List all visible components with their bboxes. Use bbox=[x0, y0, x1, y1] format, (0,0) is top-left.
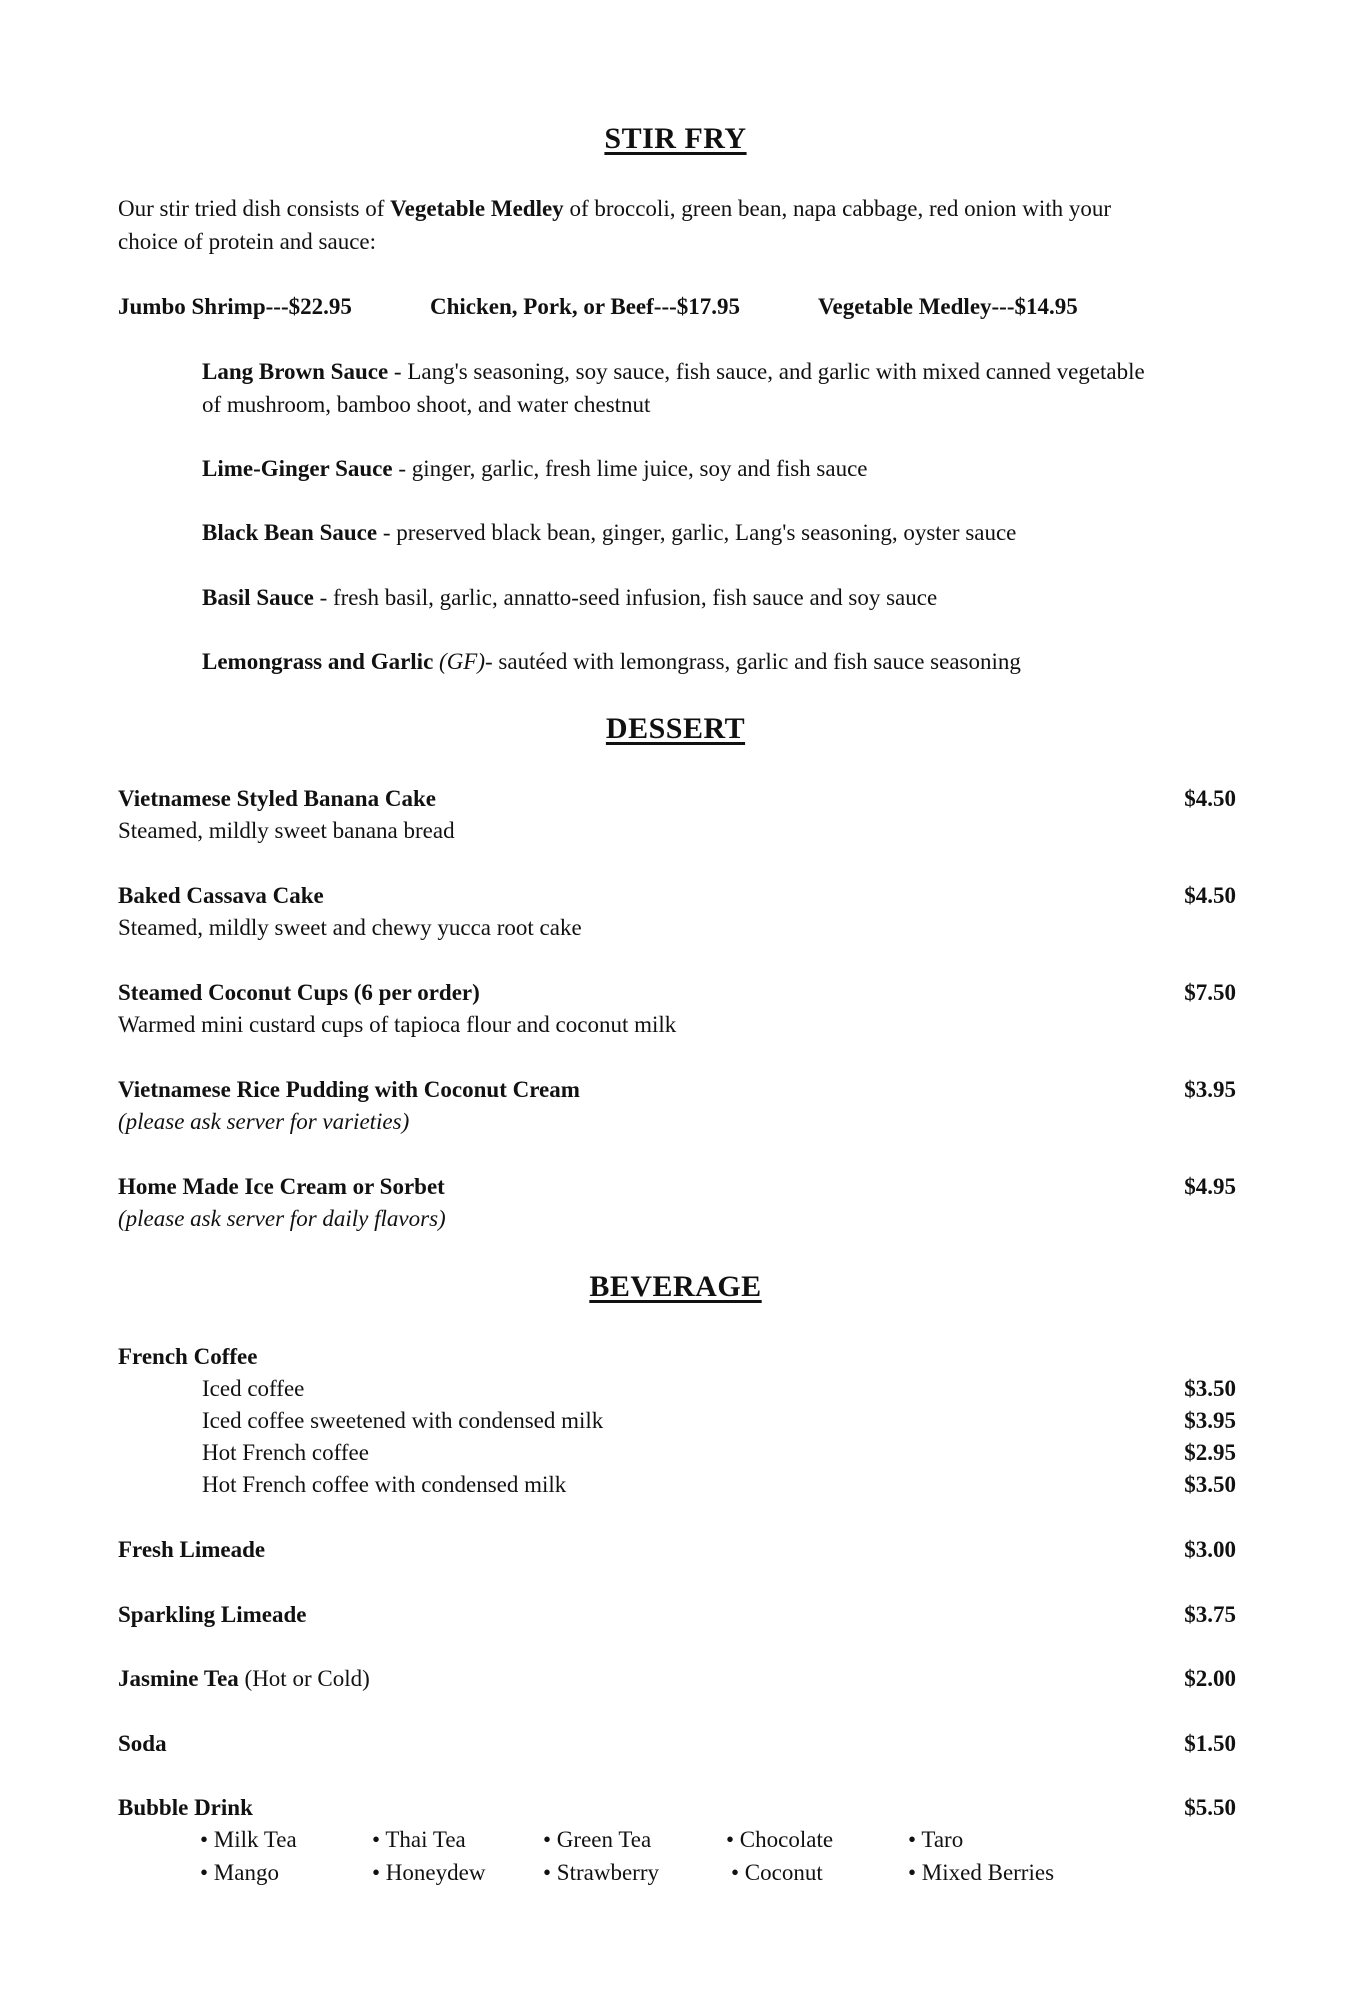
coffee-item-name: Hot French coffee bbox=[202, 1440, 369, 1465]
stir-fry-heading: STIR FRY bbox=[604, 122, 747, 155]
dessert-item-name: Home Made Ice Cream or Sorbet bbox=[118, 1174, 445, 1199]
dessert-item-price: $4.95 bbox=[1184, 1174, 1236, 1199]
protein-shrimp: Jumbo Shrimp---$22.95 bbox=[118, 294, 352, 319]
intro-text-pre: Our stir tried dish consists of bbox=[118, 196, 391, 221]
soda-price: $1.50 bbox=[1184, 1731, 1236, 1756]
sauce-name: Lang Brown Sauce bbox=[202, 359, 389, 384]
protein-chicken-pork-beef: Chicken, Pork, or Beef---$17.95 bbox=[430, 294, 741, 319]
dessert-item-desc: Warmed mini custard cups of tapioca flour and coconut milk bbox=[118, 1012, 677, 1037]
bubble-flavor: • Mango bbox=[200, 1860, 279, 1885]
coffee-item-name: Hot French coffee with condensed milk bbox=[202, 1472, 567, 1497]
bubble-flavor: • Chocolate bbox=[726, 1827, 834, 1852]
sparkling-limeade-name: Sparkling Limeade bbox=[118, 1602, 307, 1627]
coffee-item-price: $3.95 bbox=[1184, 1408, 1236, 1433]
bubble-flavor: • Coconut bbox=[731, 1860, 823, 1885]
bubble-flavor: • Honeydew bbox=[372, 1860, 486, 1885]
soda-name: Soda bbox=[118, 1731, 167, 1756]
coffee-item-price: $3.50 bbox=[1184, 1376, 1236, 1401]
dessert-item-price: $4.50 bbox=[1184, 786, 1236, 811]
sauce-basil bbox=[202, 581, 1162, 614]
bubble-flavor: • Taro bbox=[908, 1827, 964, 1852]
sauce-desc: - ginger, garlic, fresh lime juice, soy and fish sauce bbox=[392, 456, 868, 481]
bubble-flavor: • Thai Tea bbox=[372, 1827, 466, 1852]
sauce-desc: - preserved black bean, ginger, garlic, Lang's seasoning, oyster sauce bbox=[377, 520, 1017, 545]
sauce-name: Lemongrass and Garlic bbox=[202, 649, 434, 674]
sauce-lang-brown bbox=[202, 355, 1162, 421]
dessert-item-name: Vietnamese Styled Banana Cake bbox=[118, 786, 436, 811]
sauce-desc: - fresh basil, garlic, annatto-seed infusion, fish sauce and soy sauce bbox=[313, 585, 938, 610]
bubble-flavor: • Milk Tea bbox=[200, 1827, 297, 1852]
bubble-drink-price: $5.50 bbox=[1184, 1795, 1236, 1820]
dessert-item-name: Steamed Coconut Cups (6 per order) bbox=[118, 980, 480, 1005]
bubble-drink-name: Bubble Drink bbox=[118, 1795, 253, 1820]
jasmine-tea-note: (Hot or Cold) bbox=[238, 1666, 370, 1691]
dessert-item-name: Vietnamese Rice Pudding with Coconut Cream bbox=[118, 1077, 580, 1102]
protein-vegetable-medley: Vegetable Medley---$14.95 bbox=[818, 294, 1078, 319]
coffee-item-name: Iced coffee bbox=[202, 1376, 305, 1401]
sparkling-limeade-price: $3.75 bbox=[1184, 1602, 1236, 1627]
sauce-name: Basil Sauce bbox=[202, 585, 314, 610]
sauce-name: Black Bean Sauce bbox=[202, 520, 378, 545]
dessert-item-desc: Steamed, mildly sweet and chewy yucca root cake bbox=[118, 915, 582, 940]
dessert-heading: DESSERT bbox=[605, 712, 746, 745]
bubble-flavor: • Mixed Berries bbox=[908, 1860, 1055, 1885]
coffee-item-price: $3.50 bbox=[1184, 1472, 1236, 1497]
dessert-item-desc: (please ask server for varieties) bbox=[118, 1109, 410, 1134]
stir-fry-intro bbox=[118, 192, 1118, 258]
intro-text-post: of broccoli, green bean, napa cabbage, red onion with your choice of protein and sauce: bbox=[118, 196, 1112, 254]
beverage-heading: BEVERAGE bbox=[589, 1270, 762, 1303]
sauce-lemongrass-garlic bbox=[202, 645, 1162, 678]
dessert-item-price: $4.50 bbox=[1184, 883, 1236, 908]
sauce-desc: - Lang's seasoning, soy sauce, fish sauce, and garlic with mixed canned vegetable of mushroom, bamboo shoot, and water chestnut bbox=[202, 359, 1145, 417]
jasmine-tea-line bbox=[118, 1662, 370, 1695]
bubble-flavor: • Green Tea bbox=[543, 1827, 652, 1852]
dessert-item-price: $7.50 bbox=[1184, 980, 1236, 1005]
dessert-item-name: Baked Cassava Cake bbox=[118, 883, 324, 908]
sauce-tag: (GF) bbox=[433, 649, 486, 674]
dessert-item-price: $3.95 bbox=[1184, 1077, 1236, 1102]
jasmine-tea-name: Jasmine Tea bbox=[118, 1666, 239, 1691]
jasmine-tea-price: $2.00 bbox=[1184, 1666, 1236, 1691]
french-coffee-name: French Coffee bbox=[118, 1344, 258, 1369]
sauce-black-bean bbox=[202, 516, 1162, 549]
sauce-name: Lime-Ginger Sauce bbox=[202, 456, 393, 481]
dessert-item-desc: (please ask server for daily flavors) bbox=[118, 1206, 446, 1231]
coffee-item-price: $2.95 bbox=[1184, 1440, 1236, 1465]
fresh-limeade-name: Fresh Limeade bbox=[118, 1537, 266, 1562]
dessert-item-desc: Steamed, mildly sweet banana bread bbox=[118, 818, 455, 843]
intro-text-bold: Vegetable Medley bbox=[390, 196, 564, 221]
sauce-lime-ginger bbox=[202, 452, 1162, 485]
bubble-flavor: • Strawberry bbox=[543, 1860, 659, 1885]
coffee-item-name: Iced coffee sweetened with condensed milk bbox=[202, 1408, 604, 1433]
sauce-desc: - sautéed with lemongrass, garlic and fish sauce seasoning bbox=[485, 649, 1021, 674]
fresh-limeade-price: $3.00 bbox=[1184, 1537, 1236, 1562]
